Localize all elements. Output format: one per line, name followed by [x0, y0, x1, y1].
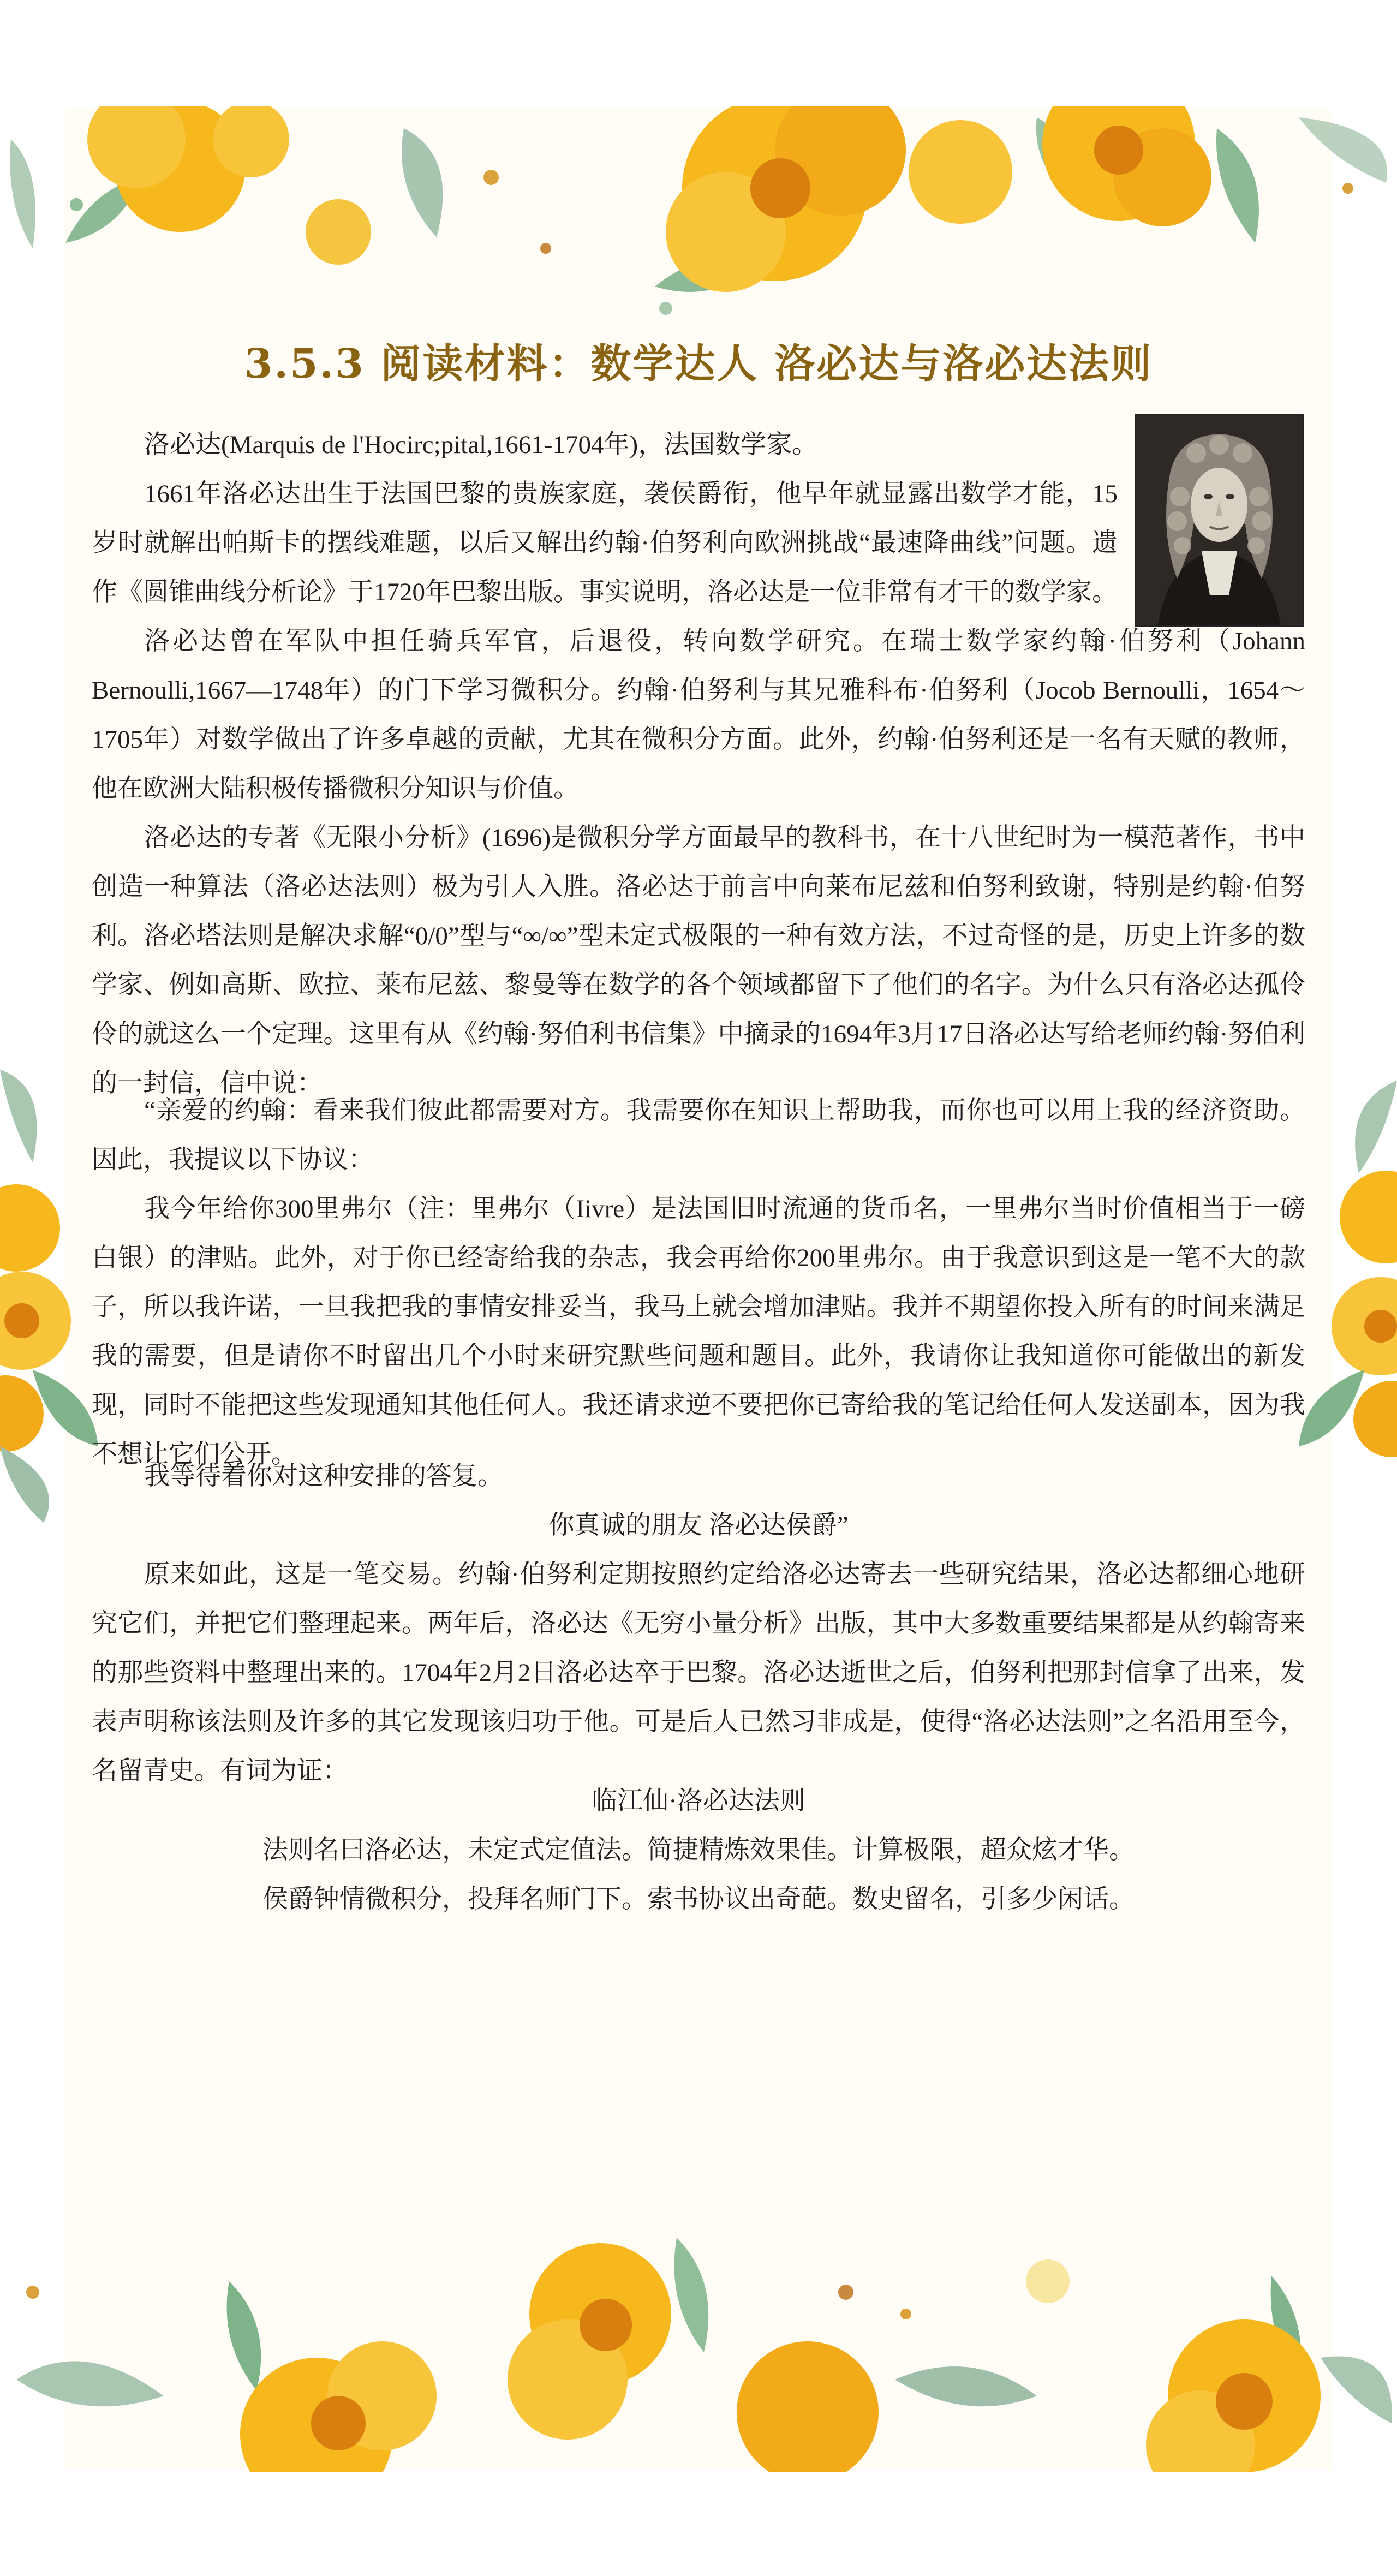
portrait-illustration [1136, 415, 1303, 625]
bottom-floral-decoration [0, 2216, 1397, 2472]
top-floral-decoration [0, 106, 1397, 336]
paragraph-letter-reply: 我等待着你对这种安排的答复。 [144, 1462, 503, 1490]
paragraph-career: 洛必达曾在军队中担任骑兵军官，后退役，转向数学研究。在瑞士数学家约翰·伯努利（Johann Bernoulli,1667—1748年）的门下学习微积分。约翰·伯努利与其兄雅科布·伯努利（Jocob Bernoulli，1654～1705年）对数学做出了许多卓越的贡献，尤其在微积分方面。此外，约翰·伯努利还是一名有天赋的教师，他在欧洲大陆积极传播微积分知识与价值。 [92, 627, 1305, 803]
page-title: 3.5.3 阅读材料：数学达人 洛必达与洛必达法则 [244, 341, 1153, 387]
lhopital-portrait [1135, 414, 1304, 627]
paragraph-biography: 1661年洛必达出生于法国巴黎的贵族家庭，袭侯爵衔，他早年就显露出数学才能，15岁时就解出帕斯卡的摆线难题，以后又解出约翰·伯努利向欧洲挑战“最速降曲线”问题。遗作《圆锥曲线分析论》于1720年巴黎出版。事实说明，洛必达是一位非常有才干的数学家。 [92, 480, 1118, 606]
right-floral-decoration [1293, 1064, 1397, 1528]
paragraph-letter-body: 我今年给你300里弗尔（注：里弗尔（Iivre）是法国旧时流通的货币名，一里弗尔当时价值相当于一磅白银）的津贴。此外，对于你已经寄给我的杂志，我会再给你200里弗尔。由于我意识到这是一笔不大的款子，所以我许诺，一旦我把我的事情安排妥当，我马上就会增加津贴。我并不期望你投入所有的时间来满足我的需要，但是请你不时留出几个小时来研究默些问题和题目。此外，我请你让我知道你可能做出的新发现，同时不能把这些发现通知其他任何人。我还请求逆不要把你已寄给我的笔记给任何人发送副本，因为我不想让它们公开。 [92, 1195, 1305, 1469]
poem-line-1: 法则名曰洛必达，未定式定值法。简捷精炼效果佳。计算极限，超众炫才华。 [262, 1836, 1135, 1864]
paragraph-rule: 洛必塔法则是解决求解“0/0”型与“∞/∞”型未定式极限的一种有效方法，不过奇怪的是，历史上许多的数学家、例如高斯、欧拉、莱布尼兹、黎曼等在数学的各个领域都留下了他们的名字。为什么只有洛必达孤伶伶的就这么一个定理。这里有从《约翰·努伯利书信集》中摘录的1694年3月17日洛必达写给老师约翰·努伯利的一封信，信中说： [92, 922, 1305, 1098]
poem-line-2: 侯爵钟情微积分，投拜名师门下。索书协议出奇葩。数史留名，引多少闲话。 [262, 1885, 1135, 1913]
paragraph-conclusion: 原来如此，这是一笔交易。约翰·伯努利定期按照约定给洛必达寄去一些研究结果，洛必达都细心地研究它们，并把它们整理起来。两年后，洛必达《无穷小量分析》出版，其中大多数重要结果都是从约翰寄来的那些资料中整理出来的。1704年2月2日洛必达卒于巴黎。洛必达逝世之后，伯努利把那封信拿了出来，发表声明称该法则及许多的其它发现该归功于他。可是后人已然习非成是，使得“洛必达法则”之名沿用至今，名留青史。有词为证： [92, 1560, 1306, 1785]
letter-signature: 你真诚的朋友 洛必达侯爵” [548, 1511, 849, 1540]
poem-title: 临江仙·洛必达法则 [592, 1787, 805, 1815]
paragraph-intro: 洛必达(Marquis de l'Hocirc;pital,1661-1704年)，法国数学家。 [144, 431, 818, 459]
paragraph-letter-opening: “亲爱的约翰：看来我们彼此都需要对方。我需要你在知识上帮助我，而你也可以用上我的经济资助。因此，我提议以下协议： [92, 1096, 1305, 1174]
paragraph-textbook: 洛必达的专著《无限小分析》(1696)是微积分学方面最早的教科书，在十八世纪时为一模范著作，书中创造一种算法（洛必达法则）极为引人入胜。洛必达于前言中向莱布尼兹和伯努利致谢，特别是约翰·伯努利。 [92, 824, 1305, 950]
